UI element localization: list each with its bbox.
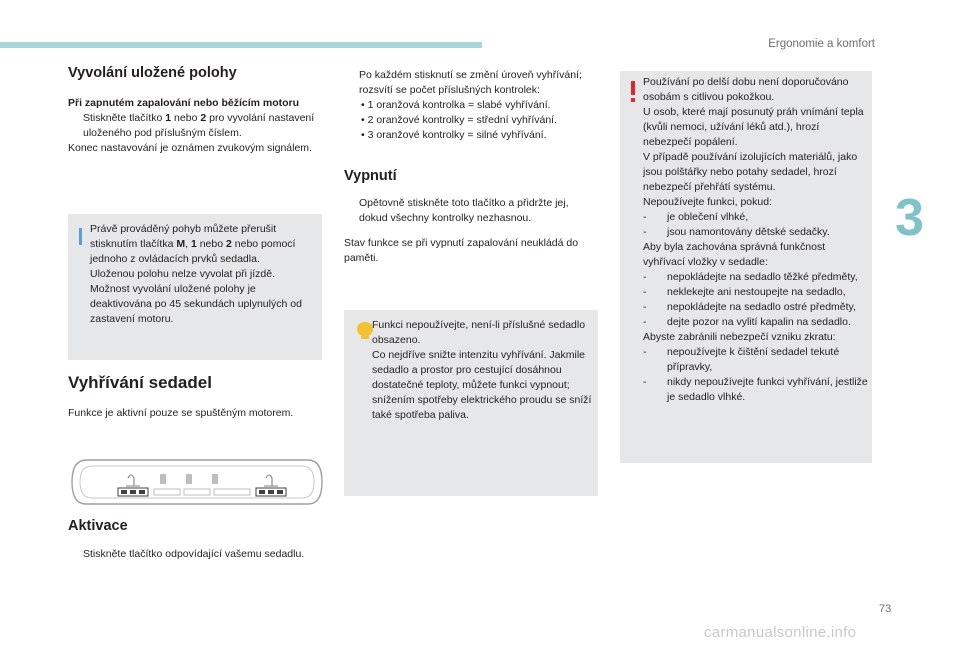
dash-icon: - [643,271,647,283]
heating-section [68,375,324,421]
warning-p3: V případě používání izolujících materiálů, jako jsou polštářky nebo potahy sedadel, hrozí nebezpečí přehřátí systému. [643,151,858,193]
dash-icon: - [643,376,647,388]
recall-condition: Při zapnutém zapalování nebo běžícím motoru [68,97,300,109]
press-step [344,68,600,98]
text-run: 2 oranžové kontrolky = střední vyhřívání. [367,114,557,126]
activation-step [68,547,324,562]
text-run: Stiskněte tlačítko [83,112,166,124]
list-item [643,285,868,300]
tip-line-1: Funkci nepoužívejte, není-li příslušné sedadlo obsazeno. [372,319,586,346]
off-step [344,196,600,226]
list-item [361,128,600,143]
bullet-icon: • [361,114,365,126]
recall-step [68,111,324,141]
list-item [643,270,868,285]
warning-icon [628,81,638,103]
warning-p4: Nepoužívejte funkci, pokud: [643,196,772,208]
dash-icon: - [643,346,647,358]
text-run: nebo [196,238,226,250]
heating-heading: Vyhřívání sedadel [68,373,212,392]
warning-box [620,71,872,463]
text-run: nepokládejte na sedadlo těžké předměty, [667,271,858,283]
text-run: nepoužívejte k čištění sedadel tekuté přípravky, [667,346,840,373]
seat-heating-panel-illustration [68,454,326,511]
list-item [643,300,868,315]
dash-icon: - [643,301,647,313]
info-line-2: Uloženou polohu nelze vyvolat při jízdě. [90,268,276,280]
warning-p1: Používání po delší dobu není doporučováno osobám s citlivou pokožkou. [643,76,849,103]
warning-p6: Abyste zabránili nebezpečí vzniku zkratu: [643,331,836,343]
info-icon [79,228,82,245]
recall-heading: Vyvolání uložené polohy [68,65,237,81]
text-run-bold: 1 [190,238,197,250]
bullet-icon: • [361,99,365,111]
heating-text: Funkce je aktivní pouze se spuštěným motorem. [68,407,294,419]
text-run: je oblečení vlhké, [667,211,749,223]
chapter-number: 3 [895,189,924,247]
text-run: nebo [171,112,201,124]
list-item [643,375,868,405]
text-run: Právě prováděný pohyb můžete přerušit stisknutím tlačítka [90,223,277,250]
dash-icon: - [643,316,647,328]
text-run-bold: 1 [165,112,172,124]
off-note: Stav funkce se při vypnutí zapalování neukládá do paměti. [344,237,579,264]
warning-p5: Aby byla zachována správná funkčnost vyhřívací vložky v sedadle: [643,241,826,268]
text-run: Stiskněte tlačítko odpovídající vašemu sedadlu. [83,548,305,560]
dash-icon: - [643,226,647,238]
page-number: 73 [879,603,892,615]
text-run: jsou namontovány dětské sedačky. [667,226,830,238]
list-item [361,98,600,113]
text-run-bold: M [176,238,186,250]
list-item [361,113,600,128]
level-list [344,98,600,143]
info-line-3: Možnost vyvolání uložené polohy je deaktivována po 45 sekundách uplynulých od zastavení motoru. [90,283,302,325]
dash-icon: - [643,286,647,298]
text-run: 1 oranžová kontrolka = slabé vyhřívání. [367,99,551,111]
header-accent-bar [0,42,482,48]
text-run: pro vyvolání nastavení uloženého pod příslušným číslem. [83,112,315,139]
text-run: 3 oranžové kontrolky = silné vyhřívání. [367,129,547,141]
list-item [643,345,868,375]
info-box [68,214,322,360]
text-run: neklekejte ani nestoupejte na sedadlo, [667,286,846,298]
watermark: carmanualsonline.info [704,624,857,641]
tip-line-2: Co nejdříve snižte intenzitu vyhřívání. Jakmile sedadlo a prostor pro cestující dosáhnou dostatečné teploty, můžete funkci vypnout; snížením spotřeby elektrického proudu se sníží také spotřeba paliva. [372,349,592,421]
list-item [643,225,868,240]
list-item [643,210,868,225]
dash-icon: - [643,211,647,223]
info-line-1 [90,222,315,267]
activation-heading: Aktivace [68,518,128,534]
text-run-bold: 2 [200,112,207,124]
text-run: , [185,238,191,250]
list-item [643,315,868,330]
text-run: nebo pomocí jednoho z ovládacích prvků sedadla. [90,238,296,265]
recall-end-text: Konec nastavování je oznámen zvukovým signálem. [68,142,312,154]
section-title: Ergonomie a komfort [768,38,875,50]
bullet-icon: • [361,129,365,141]
text-run-bold: 2 [226,238,232,250]
text-run: nepokládejte na sedadlo ostré předměty, [667,301,856,313]
activation-section [68,519,324,562]
off-heading: Vypnutí [344,168,397,184]
left-column [68,66,324,156]
middle-column [344,68,600,266]
warning-p2: U osob, které mají posunutý práh vnímání tepla (kvůli nemoci, užívání léků atd.), hrozí nebezpečí popálení. [643,106,864,148]
text-run: Opětovně stiskněte toto tlačítko a přidržte jej, dokud všechny kontrolky nezhasnou. [359,197,569,224]
text-run: dejte pozor na vylití kapalin na sedadlo. [667,316,851,328]
text-run: nikdy nepoužívejte funkci vyhřívání, jestliže je sedadlo vlhké. [667,376,868,403]
tip-box [344,310,598,496]
text-run: Po každém stisknutí se změní úroveň vyhřívání; rozsvítí se počet příslušných kontrolek: [359,69,582,96]
